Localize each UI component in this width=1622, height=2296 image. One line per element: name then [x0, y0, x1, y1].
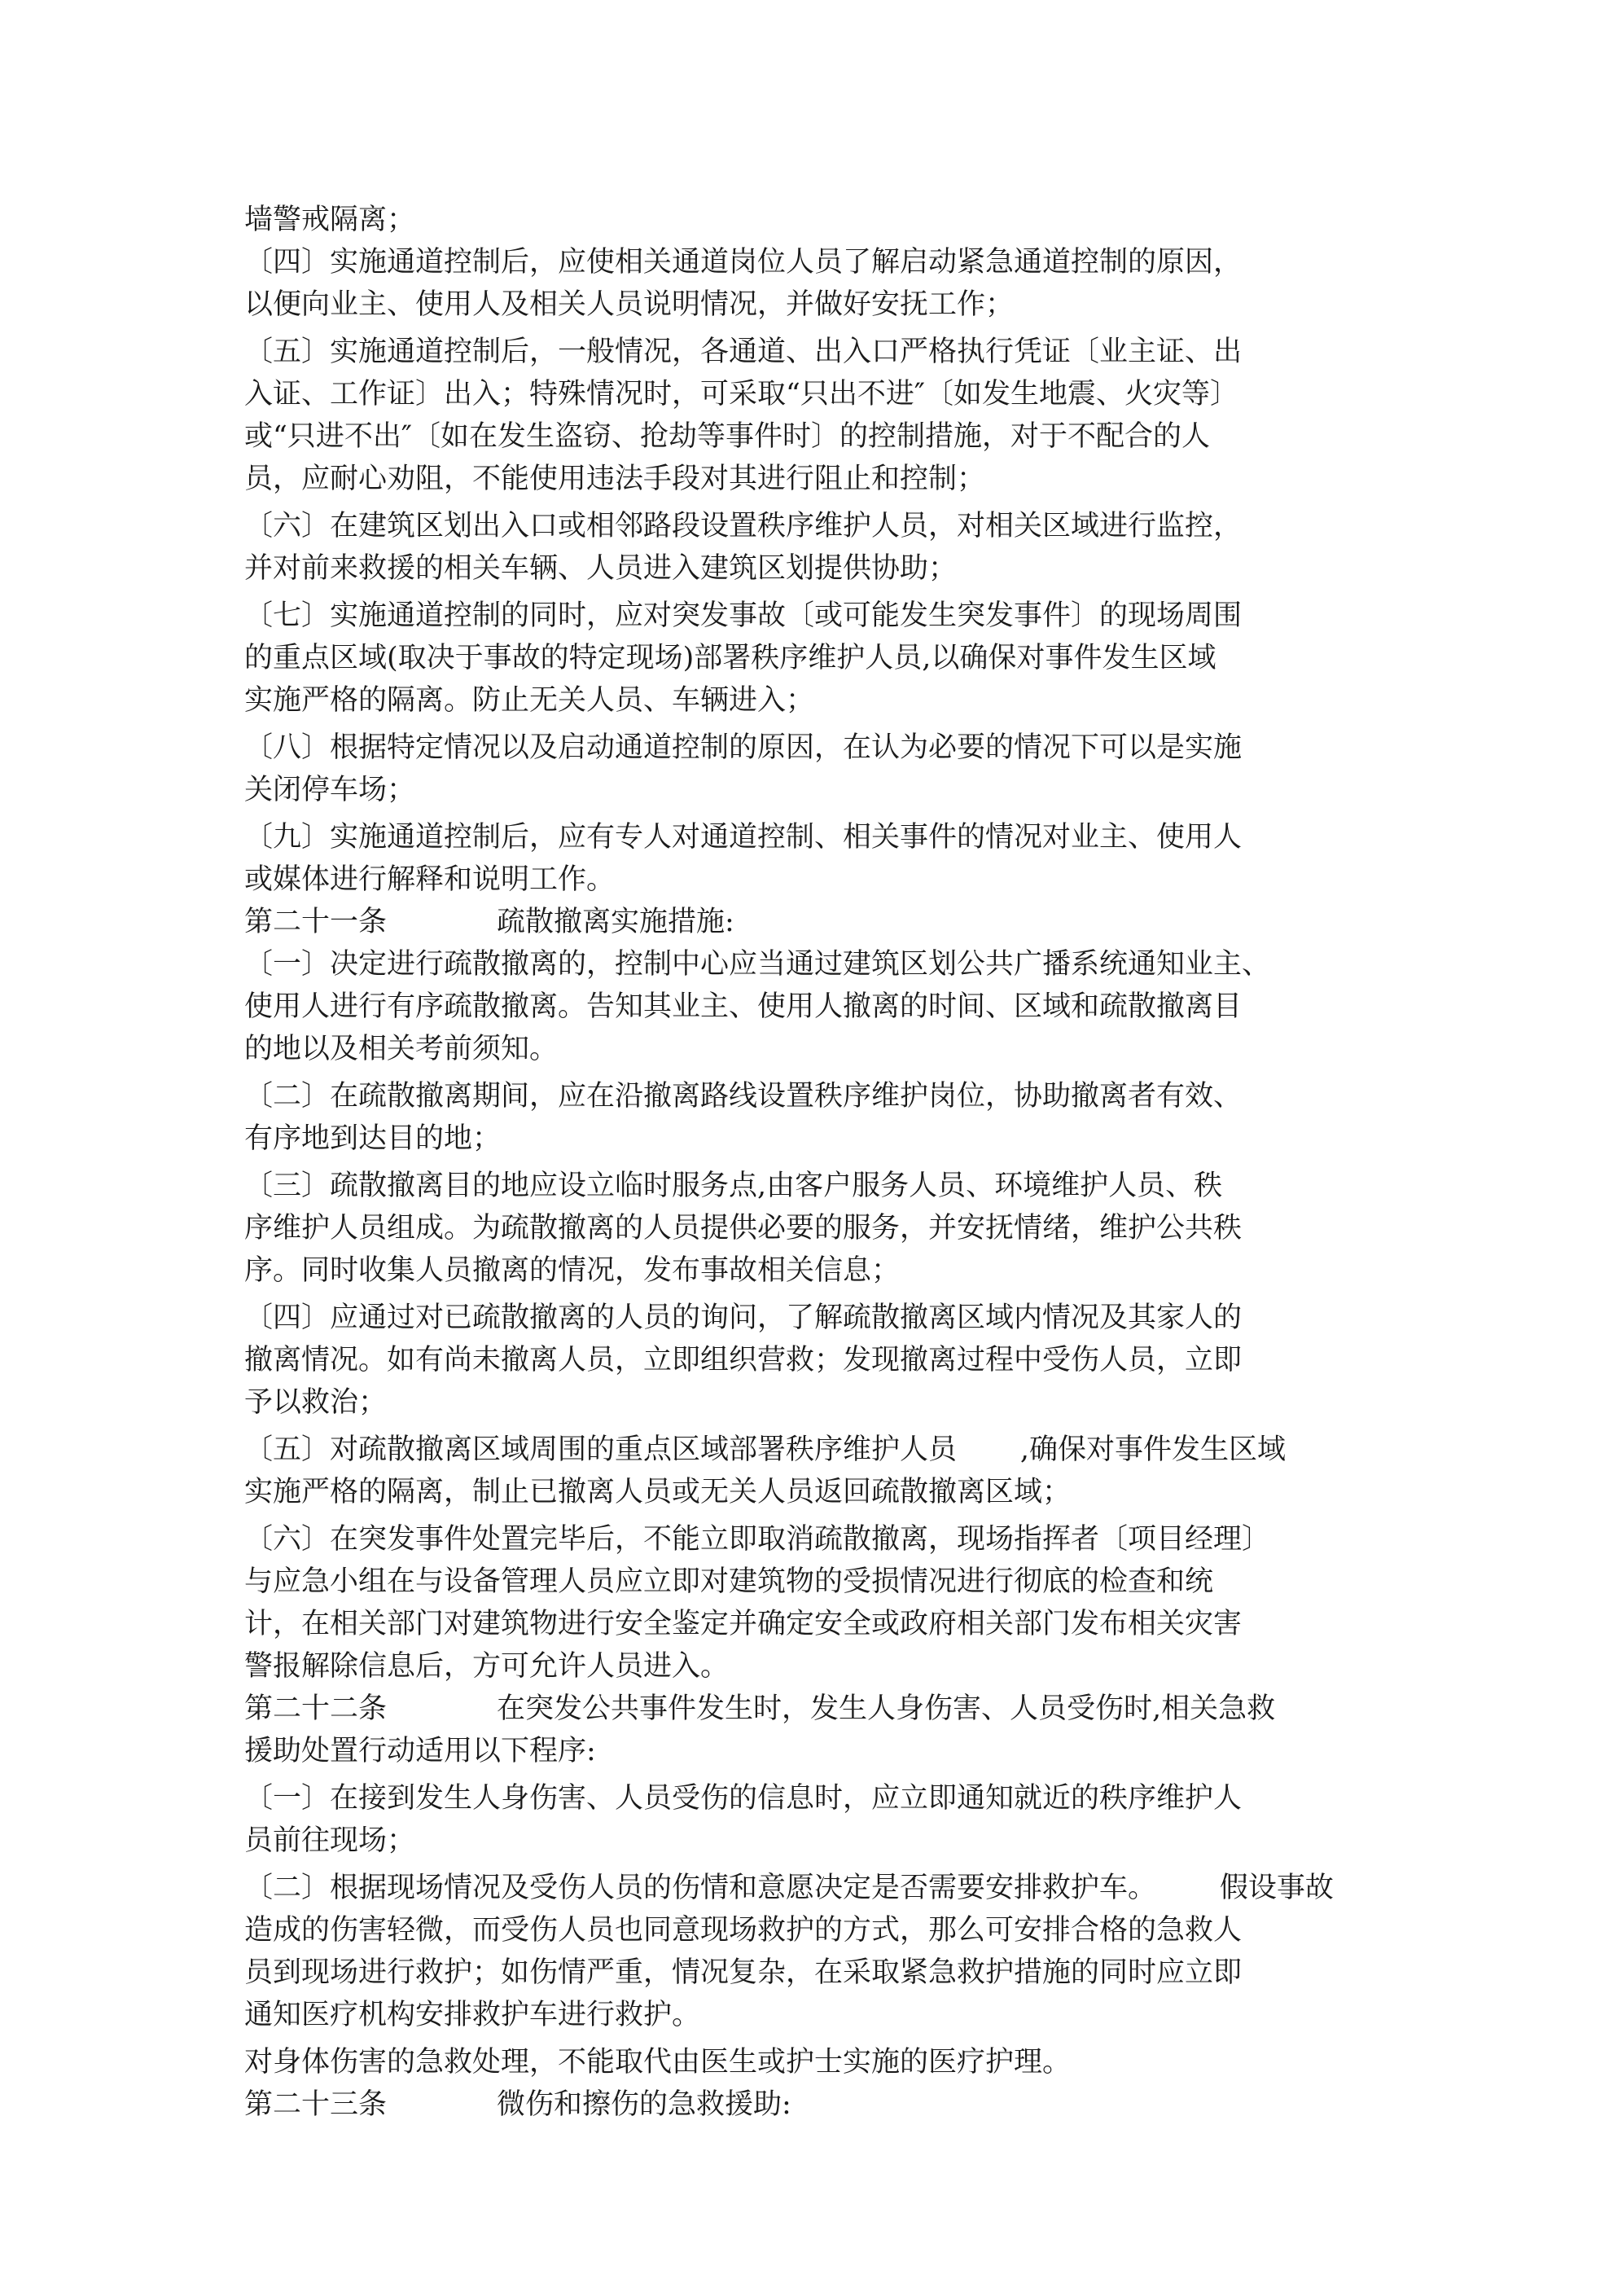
text-line: 墙警戒隔离； [244, 204, 416, 236]
text-line: 〔一〕在接到发生人身伤害、人员受伤的信息时，应立即通知就近的秩序维护人 [244, 1782, 1243, 1815]
text-line: 〔五〕实施通道控制后，一般情况，各通道、出入口严格执行凭证〔业主证、出 [244, 336, 1243, 368]
document-page [244, 199, 1425, 2126]
article-number: 第二十一条 [244, 906, 388, 938]
text-line: 实施严格的隔离。防止无关人员、车辆进入； [244, 684, 815, 717]
text-line: 〔九〕实施通道控制后，应有专人对通道控制、相关事件的情况对业主、使用人 [244, 821, 1243, 854]
text-line: 〔六〕在突发事件处置完毕后，不能立即取消疏散撤离，现场指挥者〔项目经理〕 [244, 1523, 1271, 1556]
article-23-heading [244, 2083, 1425, 2126]
article-title: 微伤和擦伤的急救援助: [497, 2088, 791, 2121]
text-line: 或媒体进行解释和说明工作。 [244, 863, 616, 896]
paragraph-block-3 [244, 1730, 1425, 2083]
text-line: 的重点区域(取决于事故的特定现场)部署秩序维护人员,以确保对事件发生区域 [244, 642, 1216, 674]
text-line: 或“只进不出″〔如在发生盗窃、抢劫等事件时〕的控制措施，对于不配合的人 [244, 420, 1210, 453]
text-line: 员前往现场； [244, 1824, 416, 1857]
text-line: 对身体伤害的急救处理，不能取代由医生或护士实施的医疗护理。 [244, 2046, 1072, 2079]
text-line: 予以救治； [244, 1386, 388, 1419]
text-line: 撤离情况。如有尚未撤离人员，立即组织营救；发现撤离过程中受伤人员，立即 [244, 1344, 1243, 1376]
text-line: 造成的伤害轻微，而受伤人员也同意现场救护的方式，那么可安排合格的急救人 [244, 1914, 1243, 1947]
text-line: 警报解除信息后，方可允许人员进入。 [244, 1650, 730, 1683]
text-line: 使用人进行有序疏散撤离。告知其业主、使用人撤离的时间、区域和疏散撤离目 [244, 990, 1243, 1023]
article-title: 在突发公共事件发生时，发生人身伤害、人员受伤时,相关急救 [497, 1692, 1276, 1725]
article-title: 疏散撤离实施措施: [497, 906, 734, 938]
text-line: 援助处置行动适用以下程序: [244, 1735, 596, 1767]
text-line: 〔四〕实施通道控制后，应使相关通道岗位人员了解启动紧急通道控制的原因， [244, 246, 1243, 279]
text-line: 入证、工作证〕出入；特殊情况时，可采取“只出不进″〔如发生地震、火灾等〕 [244, 378, 1238, 410]
text-line: 并对前来救援的相关车辆、人员进入建筑区划提供协助； [244, 552, 958, 585]
paragraph-block-2 [244, 943, 1425, 1688]
text-line: 实施严格的隔离，制止已撤离人员或无关人员返回疏散撤离区域； [244, 1476, 1072, 1508]
text-line: 员，应耐心劝阻，不能使用违法手段对其进行阻止和控制； [244, 463, 986, 495]
article-number: 第二十二条 [244, 1692, 388, 1725]
text-line: 〔三〕疏散撤离目的地应设立临时服务点,由客户服务人员、环境维护人员、秩 [244, 1170, 1223, 1202]
text-line: 〔八〕根据特定情况以及启动通道控制的原因，在认为必要的情况下可以是实施 [244, 731, 1243, 764]
text-line: 〔二〕在疏散撤离期间，应在沿撤离路线设置秩序维护岗位，协助撤离者有效、 [244, 1080, 1243, 1113]
text-line: 〔一〕决定进行疏散撤离的，控制中心应当通过建筑区划公共广播系统通知业主、 [244, 948, 1271, 981]
text-line: 〔五〕对疏散撤离区域周围的重点区域部署秩序维护人员 ,确保对事件发生区域 [244, 1433, 1287, 1466]
text-line: 序。同时收集人员撤离的情况，发布事故相关信息； [244, 1254, 901, 1287]
text-line: 〔七〕实施通道控制的同时，应对突发事故〔或可能发生突发事件〕的现场周围 [244, 599, 1243, 632]
text-line: 通知医疗机构安排救护车进行救护。 [244, 1999, 701, 2031]
text-line: 关闭停车场； [244, 774, 416, 806]
article-21-heading [244, 901, 1425, 943]
text-line: 〔六〕在建筑区划出入口或相邻路段设置秩序维护人员，对相关区域进行监控， [244, 510, 1243, 542]
article-number: 第二十三条 [244, 2088, 388, 2121]
text-line: 以便向业主、使用人及相关人员说明情况，并做好安抚工作； [244, 288, 1015, 321]
text-line: 序维护人员组成。为疏散撤离的人员提供必要的服务，并安抚情绪，维护公共秩 [244, 1212, 1243, 1245]
text-line: 员到现场进行救护；如伤情严重，情况复杂，在采取紧急救护措施的同时应立即 [244, 1956, 1243, 1989]
text-line: 〔四〕应通过对已疏散撤离的人员的询问，了解疏散撤离区域内情况及其家人的 [244, 1302, 1243, 1334]
text-line: 与应急小组在与设备管理人员应立即对建筑物的受损情况进行彻底的检查和统 [244, 1565, 1214, 1598]
text-line: 的地以及相关考前须知。 [244, 1033, 559, 1065]
text-line: 〔二〕根据现场情况及受伤人员的伤情和意愿决定是否需要安排救护车。 假设事故 [244, 1872, 1334, 1904]
text-line: 计，在相关部门对建筑物进行安全鉴定并确定安全或政府相关部门发布相关灾害 [244, 1608, 1243, 1640]
article-22-heading [244, 1688, 1425, 1730]
paragraph-block-1 [244, 199, 1425, 901]
text-line: 有序地到达目的地； [244, 1122, 502, 1155]
